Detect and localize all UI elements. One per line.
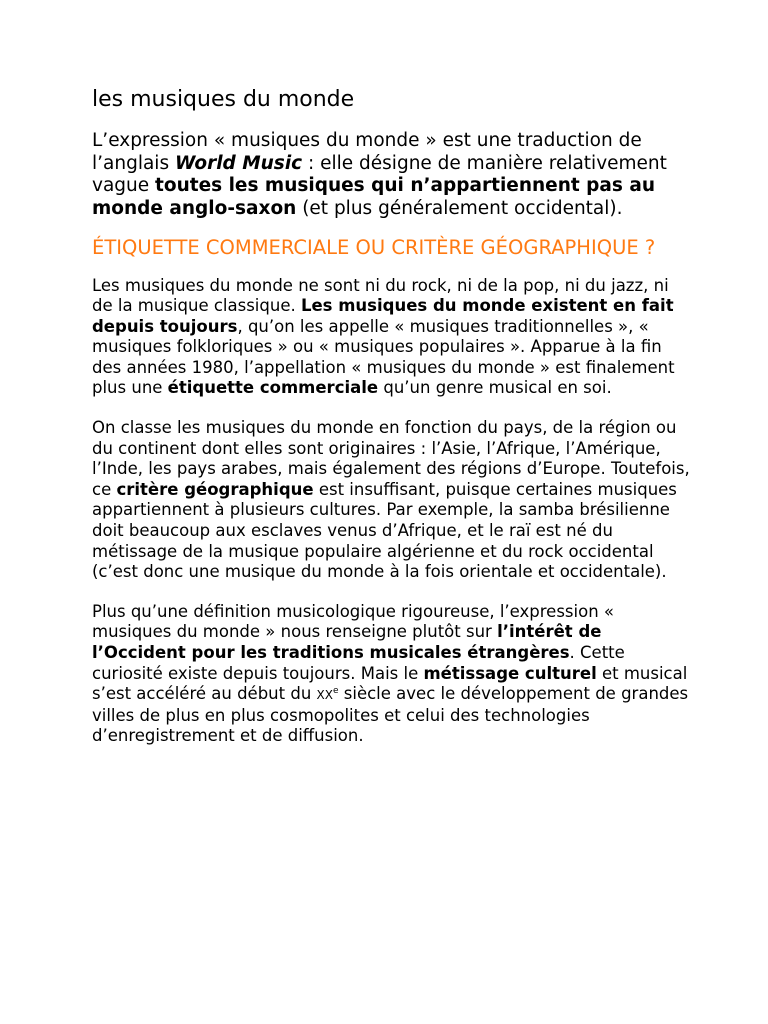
paragraph-2 <box>92 418 692 583</box>
intro-world-music: World Music <box>174 152 303 174</box>
p1-text: Les musiques du monde ne sont ni du rock, ni de la pop, ni du jazz, ni de la musique classique. <box>92 275 669 316</box>
intro-paragraph <box>92 130 692 220</box>
p3-text: et musical s’est accéléré au début du <box>92 663 688 704</box>
p3-text: . Cette curiosité existe depuis toujours. Mais le <box>92 643 625 683</box>
p1-text: qu’un genre musical en soi. <box>378 378 612 398</box>
p1-text: , qu’on les appelle « musiques traditionnelles », « musiques folkloriques » ou « musiques populaires ». Apparue à la fin des années 1980, l’appellation « musiques du monde » est finalement plus une <box>92 316 675 398</box>
p3-text: siècle avec le développement de grandes villes de plus en plus cosmopolites et celui des technologies d’enregistrement et de diffusion. <box>92 684 689 746</box>
p1-emphasis: Les musiques du monde existent en fait depuis toujours <box>92 296 674 336</box>
p2-emphasis: critère géographique <box>116 479 314 499</box>
p3-text: Plus qu’une définition musicologique rigoureuse, l’expression « musiques du monde » nous renseigne plutôt sur <box>92 601 615 642</box>
p2-text: est insuffisant, puisque certaines musiques appartiennent à plusieurs cultures. Par exemple, la samba brésilienne doit beaucoup aux esclaves venus d’Afrique, et le raï est né du métissage de la musique populaire algérienne et du rock occidental (c’est donc une musique du monde à la fois orientale et occidentale). <box>92 479 677 582</box>
intro-text: L’expression « musiques du monde » est une traduction de l’anglais <box>92 130 642 174</box>
paragraph-3 <box>92 602 692 747</box>
intro-emphasis: toutes les musiques qui n’appartiennent pas au monde anglo-saxon <box>92 175 656 219</box>
century-superscript: e <box>332 686 339 697</box>
p2-text: On classe les musiques du monde en fonction du pays, de la région ou du continent dont elles sont originaires : l’Asie, l’Afrique, l’Amérique, l’Inde, les pays arabes, mais également des régions d’Europe. Toutefois, ce <box>92 418 690 499</box>
section-heading: ÉTIQUETTE COMMERCIALE OU CRITÈRE GÉOGRAPHIQUE ? <box>92 236 656 259</box>
p1-emphasis: étiquette commerciale <box>167 378 379 398</box>
intro-text: (et plus généralement occidental). <box>296 197 623 219</box>
century-numeral: XX <box>316 688 333 703</box>
document-page <box>92 86 692 766</box>
page-title: les musiques du monde <box>92 87 355 112</box>
paragraph-1 <box>92 276 692 400</box>
p3-emphasis: métissage culturel <box>423 663 597 683</box>
p3-emphasis: l’intérêt de l’Occident pour les traditions musicales étrangères <box>92 622 602 662</box>
intro-text: : elle désigne de manière relativement vague <box>92 152 667 196</box>
